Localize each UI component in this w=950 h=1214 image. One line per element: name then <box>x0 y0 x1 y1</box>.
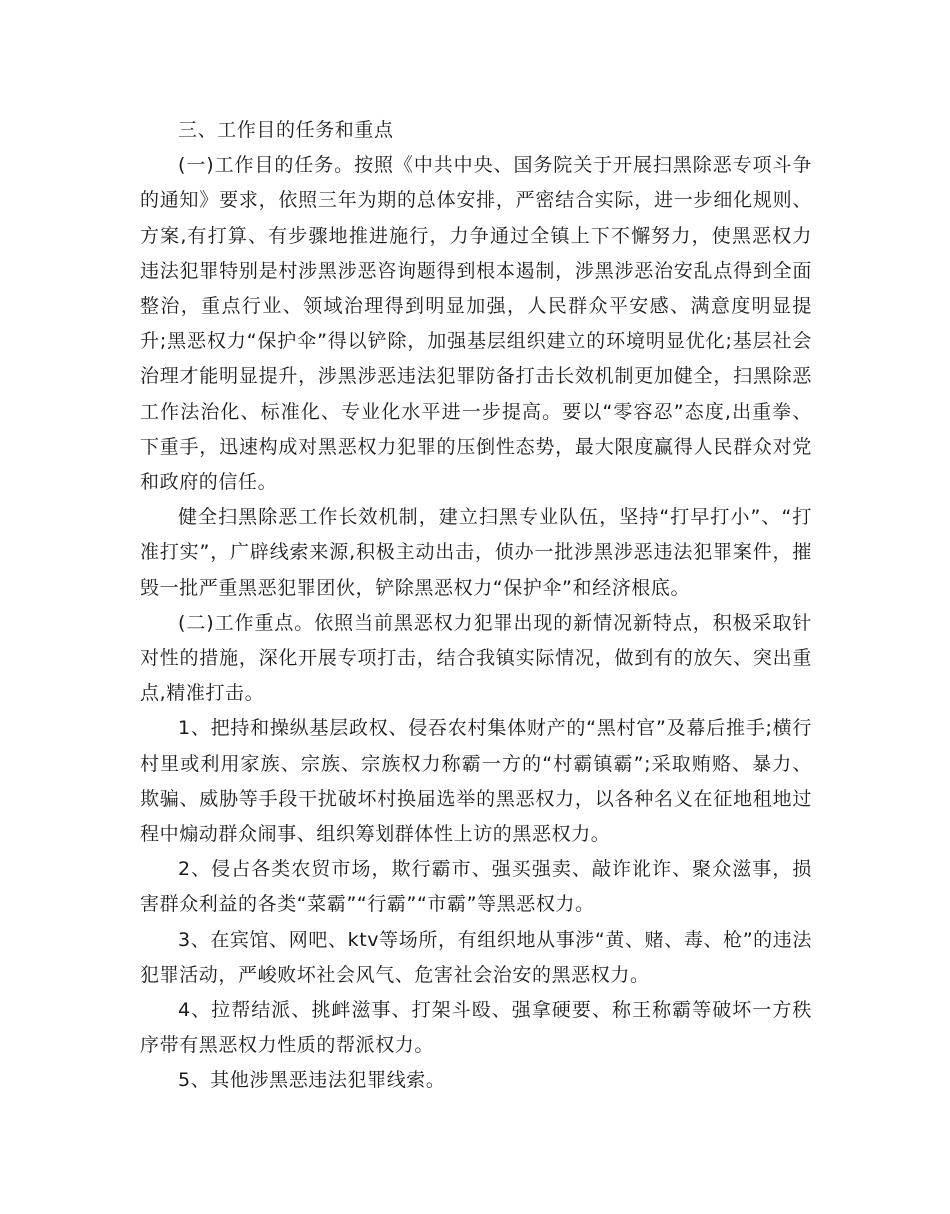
list-item-4: 4、拉帮结派、挑衅滋事、打架斗殴、强拿硬要、称王称霸等破坏一方秩序带有黑恶权力性质的帮派权力。 <box>140 999 812 1057</box>
list-item-5: 5、其他涉黑恶违法犯罪线索。 <box>178 1069 446 1092</box>
paragraph-long-term-mechanism: 健全扫黑除恶工作长效机制，建立扫黑专业队伍，坚持“打早打小”、“打准打实”，广辟线索来源,积极主动出击，侦办一批涉黑涉恶违法犯罪案件，摧毁一批严重黑恶犯罪团伙，铲除黑恶权力“保护伞”和经济根底。 <box>140 506 812 599</box>
list-item-2: 2、侵占各类农贸市场，欺行霸市、强买强卖、敲诈讹诈、聚众滋事，损害群众利益的各类“菜霸”“行霸”“市霸”等黑恶权力。 <box>140 858 812 916</box>
paragraph-work-objectives: (一)工作目的任务。按照《中共中央、国务院关于开展扫黑除恶专项斗争的通知》要求，依照三年为期的总体安排，严密结合实际，进一步细化规则、方案,有打算、有步骤地推进施行，力争通过全镇上下不懈努力，使黑恶权力违法犯罪特别是村涉黑涉恶咨询题得到根本遏制，涉黑涉恶治安乱点得到全面整治，重点行业、领域治理得到明显加强，人民群众平安感、满意度明显提升;黑恶权力“保护伞”得以铲除，加强基层组织建立的环境明显优化;基层社会治理才能明显提升，涉黑涉恶违法犯罪防备打击长效机制更加健全，扫黑除恶工作法治化、标准化、专业化水平进一步提高。要以“零容忍”态度,出重拳、下重手，迅速构成对黑恶权力犯罪的压倒性态势，最大限度赢得人民群众对党和政府的信任。 <box>140 154 812 494</box>
section-heading: 三、工作目的任务和重点 <box>178 119 394 141</box>
list-item-3: 3、在宾馆、网吧、ktv等场所，有组织地从事涉“黄、赌、毒、枪”的违法犯罪活动，严峻败坏社会风气、危害社会治安的黑恶权力。 <box>140 928 812 986</box>
document-body <box>140 113 812 1099</box>
list-item-1: 1、把持和操纵基层政权、侵吞农村集体财产的“黑村官”及幕后推手;横行村里或利用家族、宗族、宗族权力称霸一方的“村霸镇霸”;采取贿赂、暴力、欺骗、威胁等手段干扰破坏村换届选举的黑恶权力，以各种名义在征地租地过程中煽动群众闹事、组织筹划群体性上访的黑恶权力。 <box>140 717 812 846</box>
paragraph-work-focus: (二)工作重点。依照当前黑恶权力犯罪出现的新情况新特点，积极采取针对性的措施，深化开展专项打击，结合我镇实际情况，做到有的放矢、突出重点,精准打击。 <box>140 611 812 705</box>
